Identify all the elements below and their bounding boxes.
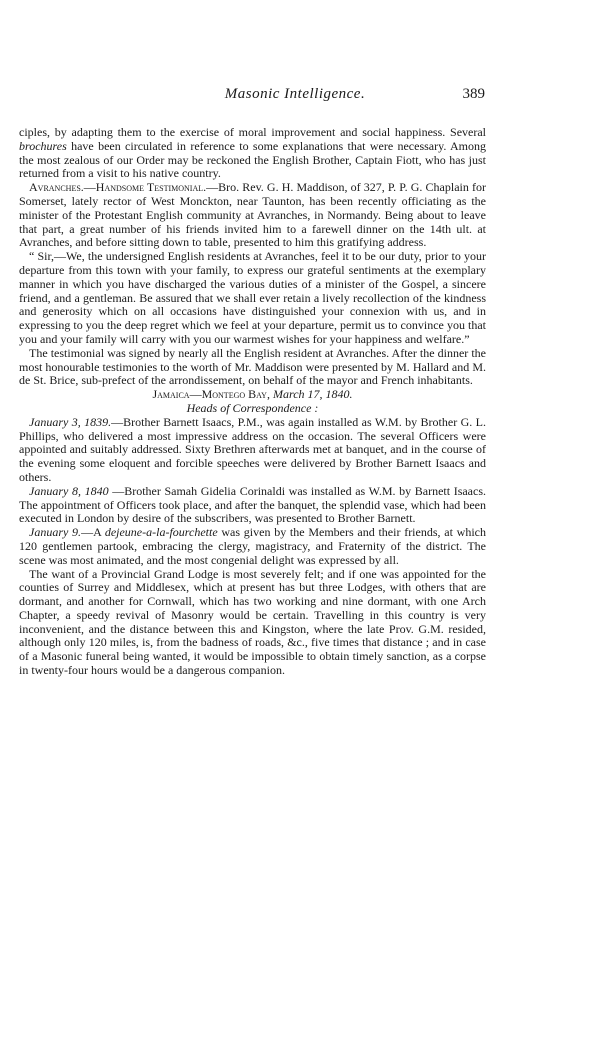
paragraph-avranches	[19, 181, 486, 250]
paragraph-jan-9	[19, 526, 486, 567]
paragraph-jan-8	[19, 485, 486, 526]
italic-term: dejeune-a-la-fourchette	[104, 525, 218, 540]
paragraph-text: The testimonial was signed by nearly all the English resident at Avranches. After the dinner the most honourable testimonies to the worth of Mr. Maddison were presented by M. Hallard and M. de St. Brice, sub-prefect of the arrondissement, on behalf of the mayor and French inhabitants.	[19, 345, 486, 388]
paragraph-text: was given by the Members and their friends, at which 120 gentlemen partook, embracing the clergy, magistracy, and Fraternity of the district. The scene was most animated, and the most congenial delight was expressed by all.	[19, 525, 486, 567]
page-header	[0, 86, 590, 106]
paragraph-provincial-lodge	[19, 568, 486, 678]
entry-date: January 3, 1839.	[29, 414, 112, 429]
paragraph-text: —Brother Samah Gidelia Corinaldi was installed as W.M. by Barnett Isaacs. The appointment of Officers took place, and after the banquet, the splendid vase, which had been executed in London by desire of the subscribers, was presented to Brother Barnett.	[19, 483, 487, 526]
paragraph-jan-3	[19, 416, 486, 485]
entry-date: January 9.	[29, 525, 82, 540]
page-number: 389	[462, 86, 485, 102]
paragraph-text: —A	[81, 525, 105, 540]
section-heading: Avranches.—Handsome Testimonial.—	[29, 180, 219, 195]
section-heading: Jamaica—Montego Bay,	[152, 387, 270, 402]
paragraph-text: ciples, by adapting them to the exercise of moral improvement and social happiness. Several	[19, 125, 486, 139]
article-body	[19, 126, 486, 678]
jamaica-heading	[19, 388, 486, 402]
entry-date: January 8, 1840	[29, 483, 109, 498]
paragraph-testimonial	[19, 347, 486, 388]
paragraph-text: have been circulated in reference to some explanations that were necessary. Among the most zealous of our Order may be reckoned the English Brother, Captain Fiott, who has just returned from a visit to his native country.	[19, 138, 486, 181]
italic-term: brochures	[19, 138, 67, 153]
running-title: Masonic Intelligence.	[224, 86, 366, 102]
paragraph-text: —Brother Barnett Isaacs, P.M., was again installed as W.M. by Brother G. L. Phillips, who delivered a most impressive address on the occasion. The several Officers were appointed and suitably addressed. Sixty Brethren afterwards met at banquet, and in the course of the evening some eloquent and forcible speeches were delivered by Brother Barnett Isaacs and others.	[19, 414, 487, 484]
paragraph-text: “ Sir,—We, the undersigned English residents at Avranches, feel it to be our duty, prior to your departure from this town with your family, to express our grateful sentiments at the exemplary manner in which you have discharged the various duties of a minister of the Gospel, a sincere friend, and a gentleman. Be assured that we shall ever retain a lively recollection of the kindness and generosity which on all occasions have distinguished your connexion with us, and in expressing to you the deep regret which we feel at your departure, permit us to convince you that you and your family will carry with you our warmest wishes for your happiness and welfare.”	[19, 249, 486, 346]
paragraph-text: The want of a Provincial Grand Lodge is most severely felt; and if one was appointed for the counties of Surrey and Middlesex, which at present has but three Lodges, with others that are dormant, and another for Cornwall, which has two working and nine dormant, with one Arch Chapter, a speedy revival of Masonry would be certain. Travelling in this country is very inconvenient, and the distance between this and Kingston, where the late Prov. G.M. resided, although only 120 miles, is, from the badness of roads, &c., five times that distance ; and in case of a Masonic funeral being wanted, it would be impossible to obtain timely sanction, as a corpse in twenty-four hours would be a dangerous companion.	[19, 566, 486, 678]
heading-date: March 17, 1840.	[272, 387, 353, 402]
paragraph-text: Bro. Rev. G. H. Maddison, of 327, P. P. G. Chaplain for Somerset, lately rector of West Monckton, near Taunton, has been recently officiating as the minister of the Protestant English community at Avranches, in Normandy. Being about to leave that part, a great number of his friends invited him to a farewell dinner on the 14th ult. at Avranches, and before sitting down to table, presented to him this gratifying address.	[19, 180, 486, 250]
paragraph-address	[19, 250, 486, 347]
paragraph-continuation	[19, 126, 486, 181]
heads-of-correspondence: Heads of Correspondence :	[186, 400, 319, 415]
